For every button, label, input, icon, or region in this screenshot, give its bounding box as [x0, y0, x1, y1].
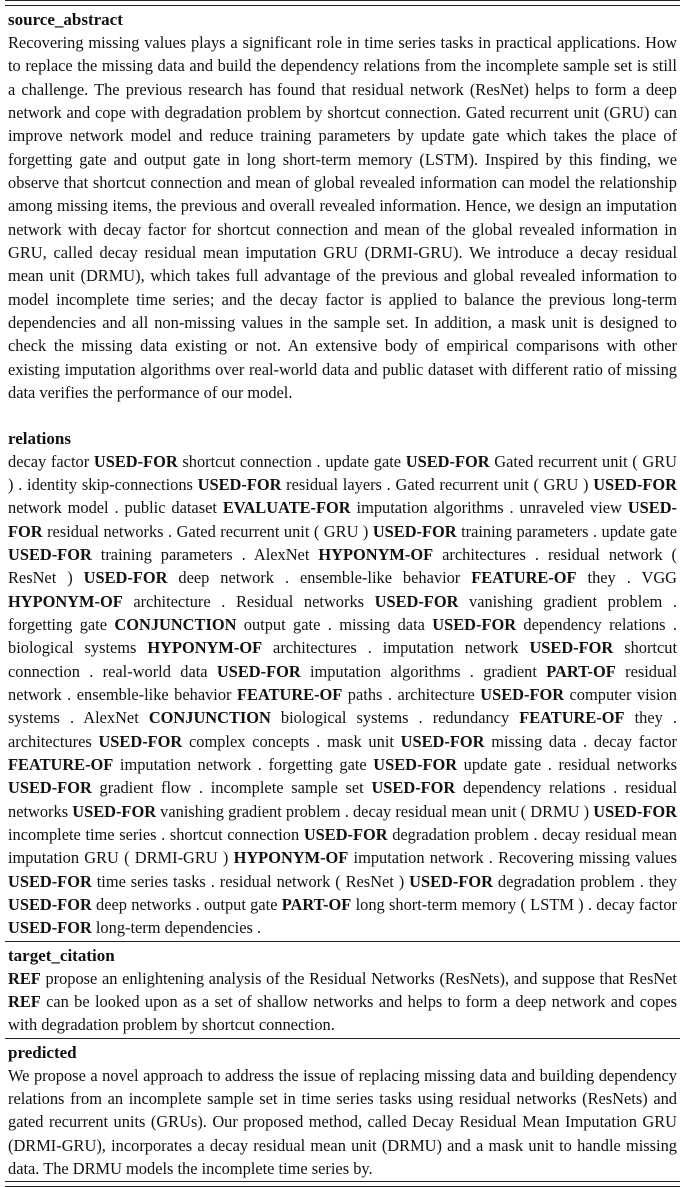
relation-type: USED-FOR [409, 871, 493, 891]
relation-head: output gate [204, 895, 282, 915]
relation-item [220, 872, 649, 891]
relation-tail: shortcut connection . [177, 451, 326, 471]
relation-item [300, 568, 641, 587]
relation-tail: deep networks . [91, 895, 205, 915]
relation-head: decay residual mean unit ( DRMU ) [352, 801, 594, 821]
relation-head: Gated recurrent unit ( GRU ) [176, 521, 373, 541]
relation-head: redundancy [432, 708, 520, 728]
relation-type: FEATURE-OF [237, 684, 343, 704]
predicted-heading: predicted [8, 1042, 77, 1062]
relation-head: they [648, 871, 677, 891]
relation-tail: shortcut connection . [8, 638, 677, 681]
relation-head: gradient [483, 661, 547, 681]
relation-item [8, 732, 327, 751]
relation-head: imputation network [382, 638, 530, 658]
relation-head: decay factor [593, 731, 677, 751]
relation-item [8, 638, 383, 657]
relation-tail: Gated recurrent unit ( GRU ) . [8, 451, 677, 494]
relation-head: architecture [397, 684, 481, 704]
relation-head: shortcut connection [169, 825, 304, 844]
relation-tail: imputation algorithms . [300, 661, 484, 681]
relation-tail: architectures . [433, 544, 548, 564]
relation-head: forgetting gate [268, 754, 374, 774]
relation-head: update gate [601, 521, 677, 541]
relation-head: Gated recurrent unit ( GRU ) [395, 474, 594, 494]
relation-tail: computer vision systems . [8, 684, 677, 728]
relation-type: FEATURE-OF [519, 708, 625, 728]
relation-type: USED-FOR [529, 638, 614, 658]
relation-head: VGG [641, 568, 677, 588]
target-citation-section [5, 942, 680, 1038]
relation-tail: paths . [342, 684, 398, 704]
relation-type: HYPONYM-OF [147, 638, 263, 658]
relation-item [339, 615, 677, 634]
relation-tail: residual networks . [42, 521, 177, 541]
target-citation-text [8, 967, 677, 1037]
relation-type: CONJUNCTION [114, 614, 237, 634]
relation-item [83, 708, 432, 727]
relation-type: EVALUATE-FOR [222, 498, 351, 518]
relation-tail: long short-term memory ( LSTM ) . [351, 895, 597, 915]
relation-item [177, 522, 602, 541]
source-abstract-section [5, 6, 680, 941]
relation-type: USED-FOR [93, 451, 178, 471]
relation-type: FEATURE-OF [8, 754, 114, 774]
relation-head: real-world data [102, 661, 217, 681]
relation-item [77, 685, 398, 704]
relation-type: USED-FOR [374, 591, 459, 611]
relation-head: residual network ( ResNet ) [219, 871, 410, 891]
relation-type: USED-FOR [593, 801, 678, 821]
relation-tail: vanishing gradient problem . [156, 801, 353, 821]
predicted-section [5, 1039, 680, 1182]
relation-item [254, 545, 548, 564]
relation-tail: update gate . [457, 754, 559, 774]
relation-tail: architectures . [262, 638, 383, 658]
relation-type: USED-FOR [8, 918, 92, 938]
relation-type: USED-FOR [303, 825, 388, 844]
relation-type: HYPONYM-OF [318, 544, 434, 564]
relation-head: Recovering missing values [498, 848, 677, 868]
relation-type: PART-OF [281, 895, 352, 915]
relation-head: Residual networks [235, 591, 375, 611]
relation-type: CONJUNCTION [148, 708, 271, 728]
relation-type: USED-FOR [373, 754, 458, 774]
relation-item [125, 498, 520, 517]
source-abstract-heading: source_abstract [8, 10, 123, 29]
relation-tail: time series tasks . [91, 871, 220, 891]
relation-head: decay factor [596, 895, 678, 915]
relation-item [327, 732, 594, 751]
relation-tail: vanishing gradient problem . [458, 591, 677, 611]
ref-marker: REF [8, 992, 41, 1012]
bottom-double-rule [5, 1181, 680, 1187]
citation-text-part: propose an enlightening analysis of the Residual Networks (ResNets), and suppose that ResNet [40, 968, 677, 988]
relation-type: USED-FOR [480, 684, 565, 704]
relation-tail: imputation network . [113, 754, 269, 774]
relation-tail: they . [576, 568, 642, 588]
relation-type: USED-FOR [216, 661, 301, 681]
relation-tail: residual network . [8, 661, 677, 704]
relation-item [211, 778, 625, 797]
relation-tail: residual layers . [281, 474, 396, 494]
relation-type: USED-FOR [432, 614, 517, 634]
relation-item [268, 755, 558, 774]
relation-tail: degradation problem . [387, 825, 543, 844]
relation-item [433, 708, 677, 727]
relation-type: USED-FOR [405, 451, 490, 471]
relation-tail: deep network . [167, 568, 301, 588]
relation-item [204, 895, 596, 914]
relation-item [170, 825, 542, 844]
relation-tail: biological systems . [270, 708, 433, 728]
target-citation-heading: target_citation [8, 945, 115, 965]
relation-tail: imputation network . [348, 848, 499, 868]
predicted-text: We propose a novel approach to address the issue of replacing missing data and building dependency relations from an incomplete sample set in time series tasks using residual networks (ResNets) and gated recurrent units (GRUs). Our proposed method, called Decay Residual Mean Imputation GRU (DRMI-GRU), incorporates a decay residual mean unit (DRMU) and a mask unit to handle missing data. The DRMU models the incomplete time series by. [8, 1065, 677, 1179]
source-abstract-text: Recovering missing values plays a significant role in time series tasks in practical applications. How to replace the missing data and build the dependency relations from the incomplete sample set is still a challenge. The previous research has found that residual network (ResNet) helps to form a deep network and cope with degradation problem by shortcut connection. Gated recurrent unit (GRU) can improve network model and reduce training parameters by update gate which takes the place of forgetting gate and output gate in long short-term memory (LSTM). Inspired by this finding, we observe that shortcut connection and mean of global revealed information can model the relationship among missing items, the previous and overall revealed information. Hence, we design an imputation network with decay factor for shortcut connection and mean of the global revealed information in GRU, called decay residual mean imputation GRU (DRMI-GRU). We introduce a decay residual mean unit (DRMU), which takes full advantage of the previous and global revealed information to model incomplete time series; and the decay factor is applied to balance the previous long-term dependencies and all non-missing values in the sample set. In addition, a mask unit is designed to check the missing data existing or not. An extensive body of empirical comparisons with other existing imputation algorithms over real-world data and public dataset with different ratio of missing data verifies the performance of our model. [8, 33, 677, 403]
relation-type: HYPONYM-OF [233, 848, 349, 868]
relation-head: residual networks [558, 754, 677, 774]
relation-head: missing data [339, 614, 433, 634]
relation-head: decay residual mean imputation GRU ( DRMI-GRU ) [8, 825, 677, 868]
relation-head: identity skip-connections [27, 474, 198, 494]
relation-tail: they . [624, 708, 677, 728]
relation-type: USED-FOR [372, 521, 457, 541]
relation-type: USED-FOR [400, 731, 485, 751]
relation-type: USED-FOR [593, 474, 677, 494]
relation-tail: imputation algorithms . [350, 498, 520, 518]
relation-tail: output gate . [236, 614, 340, 634]
relation-tail: incomplete time series . [8, 825, 170, 844]
relation-tail: degradation problem . [492, 871, 649, 891]
relation-head: AlexNet [83, 708, 149, 728]
relations-heading: relations [8, 428, 71, 448]
citation-text-part: can be looked upon as a set of shallow networks and helps to form a deep network and copes with degradation problem by shortcut connection. [8, 992, 677, 1035]
relation-item [8, 615, 339, 634]
relation-type: USED-FOR [8, 895, 92, 915]
relation-type: FEATURE-OF [471, 568, 577, 588]
relation-item [103, 662, 484, 681]
relation-item [8, 452, 325, 471]
relation-head: residual network ( ResNet ) [8, 544, 677, 588]
relation-tail: complex concepts . [182, 731, 328, 751]
relation-type: USED-FOR [371, 778, 456, 798]
relation-tail: architecture . [122, 591, 236, 611]
ref-marker: REF [8, 968, 41, 988]
relations-list [8, 450, 677, 940]
relation-tail: network model . [8, 498, 125, 518]
relation-head: AlexNet [253, 544, 319, 564]
relation-type: USED-FOR [72, 801, 157, 821]
relation-type: USED-FOR [8, 778, 92, 798]
relation-head: mask unit [327, 731, 401, 751]
relation-head: forgetting gate [8, 614, 115, 634]
relation-head: ensemble-like behavior [76, 684, 237, 704]
relation-head: ensemble-like behavior [300, 568, 472, 588]
relation-tail: gradient flow . [91, 778, 211, 798]
relation-type: USED-FOR [98, 731, 183, 751]
relation-type: HYPONYM-OF [8, 591, 123, 611]
relation-head: decay factor [8, 451, 94, 471]
relation-tail: training parameters . [456, 521, 602, 541]
relation-type: PART-OF [546, 661, 616, 681]
relation-head: public dataset [124, 498, 223, 518]
relation-tail: training parameters . [91, 544, 254, 564]
relation-type: USED-FOR [83, 568, 168, 588]
relation-type: USED-FOR [8, 871, 92, 891]
relation-tail: dependency relations . [455, 778, 626, 798]
relation-head: architectures [8, 731, 99, 751]
relation-tail: long-term dependencies . [91, 918, 262, 938]
relation-head: residual networks [8, 778, 678, 821]
relation-type: USED-FOR [8, 544, 92, 564]
relation-type: USED-FOR [8, 498, 677, 541]
relation-head: incomplete sample set [210, 778, 372, 798]
relation-type: USED-FOR [197, 474, 282, 494]
relation-head: biological systems [8, 638, 148, 658]
relation-tail: missing data . [484, 731, 594, 751]
relation-head: update gate [325, 451, 406, 471]
relation-tail: dependency relations . [516, 614, 677, 634]
relation-head: unraveled view [519, 498, 628, 518]
relation-item [27, 475, 395, 494]
relation-item [236, 592, 677, 611]
